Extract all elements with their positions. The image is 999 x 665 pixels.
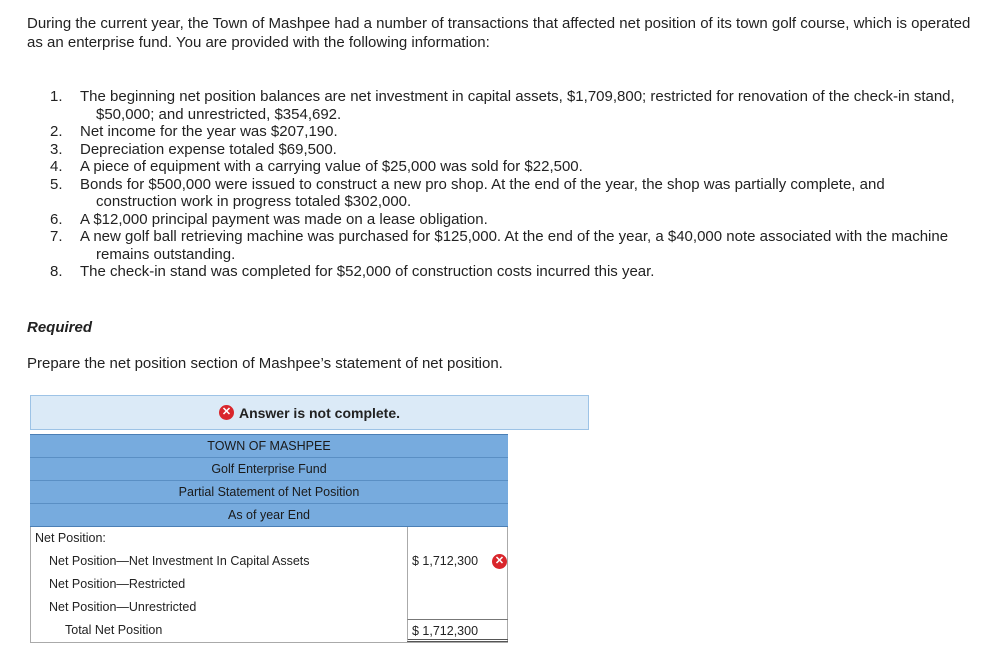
table-row [30, 550, 508, 573]
item-number: 8. [50, 263, 63, 280]
item-text: A piece of equipment with a carrying value of $25,000 was sold for $22,500. [80, 158, 583, 175]
row-label: Net Position—Unrestricted [49, 600, 197, 614]
item-text: The check-in stand was completed for $52,000 of construction costs incurred this year. [80, 263, 655, 280]
item-number: 6. [50, 210, 63, 228]
amount-input[interactable] [407, 596, 508, 619]
item-text: Depreciation expense totaled $69,500. [80, 140, 337, 158]
item-number: 3. [50, 140, 63, 158]
item-number: 7. [50, 228, 63, 245]
item-text: A new golf ball retrieving machine was purchased for $125,000. At the end of the year, a $40,000 note associated with the machine remains outstanding. [80, 228, 949, 263]
empty-cell [407, 527, 508, 550]
required-prompt: Prepare the net position section of Mashpee’s statement of net position. [27, 355, 503, 372]
list-item [0, 211, 960, 229]
list-item [0, 141, 960, 159]
item-text: Bonds for $500,000 were issued to construct a new pro shop. At the end of the year, the shop was partially complete, and construction work in progress totaled $302,000. [80, 175, 885, 210]
list-item [0, 228, 960, 263]
statement-header-title: Partial Statement of Net Position [30, 480, 508, 503]
answer-status-text: Answer is not complete. [238, 404, 401, 421]
total-row [30, 619, 508, 643]
answer-status-banner [30, 395, 589, 430]
list-item [0, 263, 960, 281]
list-item [0, 176, 960, 211]
incorrect-icon: ✕ [492, 554, 507, 569]
table-row [30, 573, 508, 596]
amount-value: $ 1,712,300 [412, 554, 479, 568]
section-label: Net Position: [35, 531, 106, 545]
list-item [0, 88, 960, 123]
total-amount [407, 619, 508, 642]
item-number: 2. [50, 123, 63, 140]
list-item [0, 123, 960, 141]
total-label: Total Net Position [65, 623, 163, 637]
row-label: Net Position—Net Investment In Capital Assets [49, 554, 310, 568]
net-position-statement [30, 434, 508, 643]
information-list [0, 88, 960, 281]
item-number: 1. [50, 88, 63, 105]
statement-header-fund: Golf Enterprise Fund [30, 457, 508, 480]
item-text: The beginning net position balances are net investment in capital assets, $1,709,800; restricted for renovation of the check-in stand, $50,000; and unrestricted, $354,692. [80, 88, 955, 123]
section-label-row [30, 527, 508, 550]
total-value: $ 1,712,300 [412, 624, 479, 638]
item-text: A $12,000 principal payment was made on a lease obligation. [80, 210, 488, 228]
list-item [0, 158, 960, 176]
statement-header-date: As of year End [30, 503, 508, 527]
amount-input[interactable] [407, 573, 508, 596]
item-text: Net income for the year was $207,190. [80, 123, 338, 140]
table-row [30, 596, 508, 619]
question-intro: During the current year, the Town of Mashpee had a number of transactions that affected net position of its town golf course, which is operated as an enterprise fund. You are provided with the following information: [27, 15, 971, 51]
item-number: 5. [50, 175, 63, 193]
statement-header-entity: TOWN OF MASHPEE [30, 434, 508, 457]
row-label: Net Position—Restricted [49, 577, 186, 591]
required-heading: Required [27, 319, 93, 336]
amount-input[interactable] [407, 550, 508, 573]
item-number: 4. [50, 158, 63, 175]
x-circle-icon: ✕ [219, 405, 234, 420]
